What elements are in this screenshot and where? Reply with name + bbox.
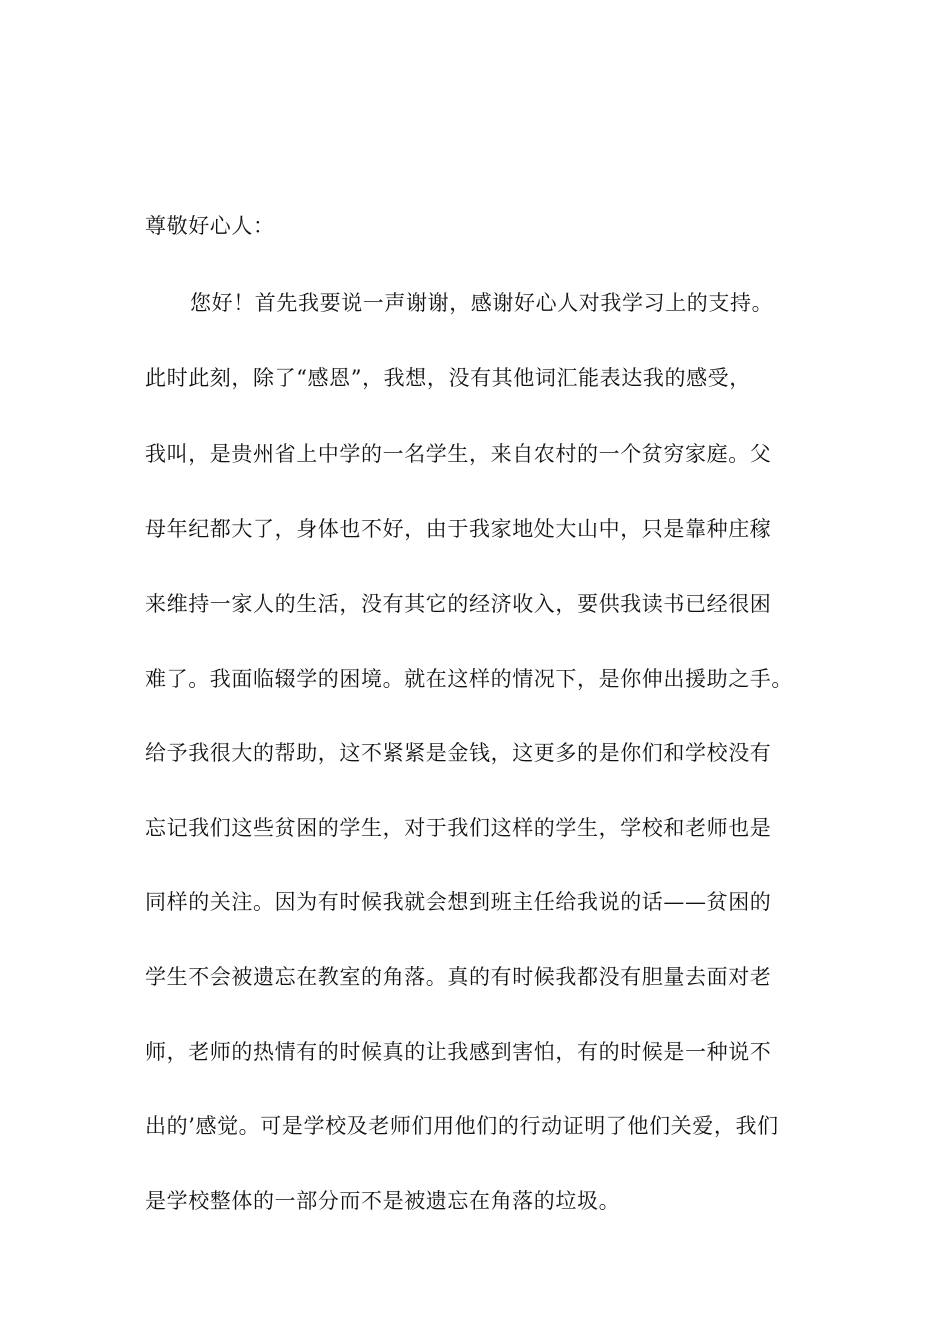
body-line-7: 给予我很大的帮助，这不紧紧是金钱，这更多的是你们和学校没有 (145, 741, 772, 765)
body-line-4: 母年纪都大了，身体也不好，由于我家地处大山中，只是靠种庄稼 (145, 517, 772, 541)
body-line-1: 您好！首先我要说一声谢谢，感谢好心人对我学习上的支持。 (190, 291, 774, 315)
body-line-12: 出的’感觉。可是学校及老师们用他们的行动证明了他们关爱，我们 (145, 1114, 779, 1138)
body-line-5: 来维持一家人的生活，没有其它的经济收入，要供我读书已经很困 (145, 592, 772, 616)
body-line-11: 师，老师的热情有的时候真的让我感到害怕，有的时候是一种说不 (145, 1040, 772, 1064)
body-line-6: 难了。我面临辍学的困境。就在这样的情况下，是你伸出援助之手。 (145, 667, 793, 691)
body-line-10: 学生不会被遗忘在教室的角落。真的有时候我都没有胆量去面对老 (145, 965, 772, 989)
body-line-8: 忘记我们这些贫困的学生，对于我们这样的学生，学校和老师也是 (145, 816, 772, 840)
body-line-3: 我叫，是贵州省上中学的一名学生，来自农村的一个贫穷家庭。父 (145, 442, 772, 466)
body-line-9: 同样的关注。因为有时候我就会想到班主任给我说的话——贫困的 (145, 890, 772, 914)
body-line-2: 此时此刻，除了“感恩”，我想，没有其他词汇能表达我的感受， (145, 366, 751, 390)
salutation: 尊敬好心人： (145, 214, 275, 238)
body-line-13: 是学校整体的一部分而不是被遗忘在角落的垃圾。 (145, 1189, 621, 1213)
